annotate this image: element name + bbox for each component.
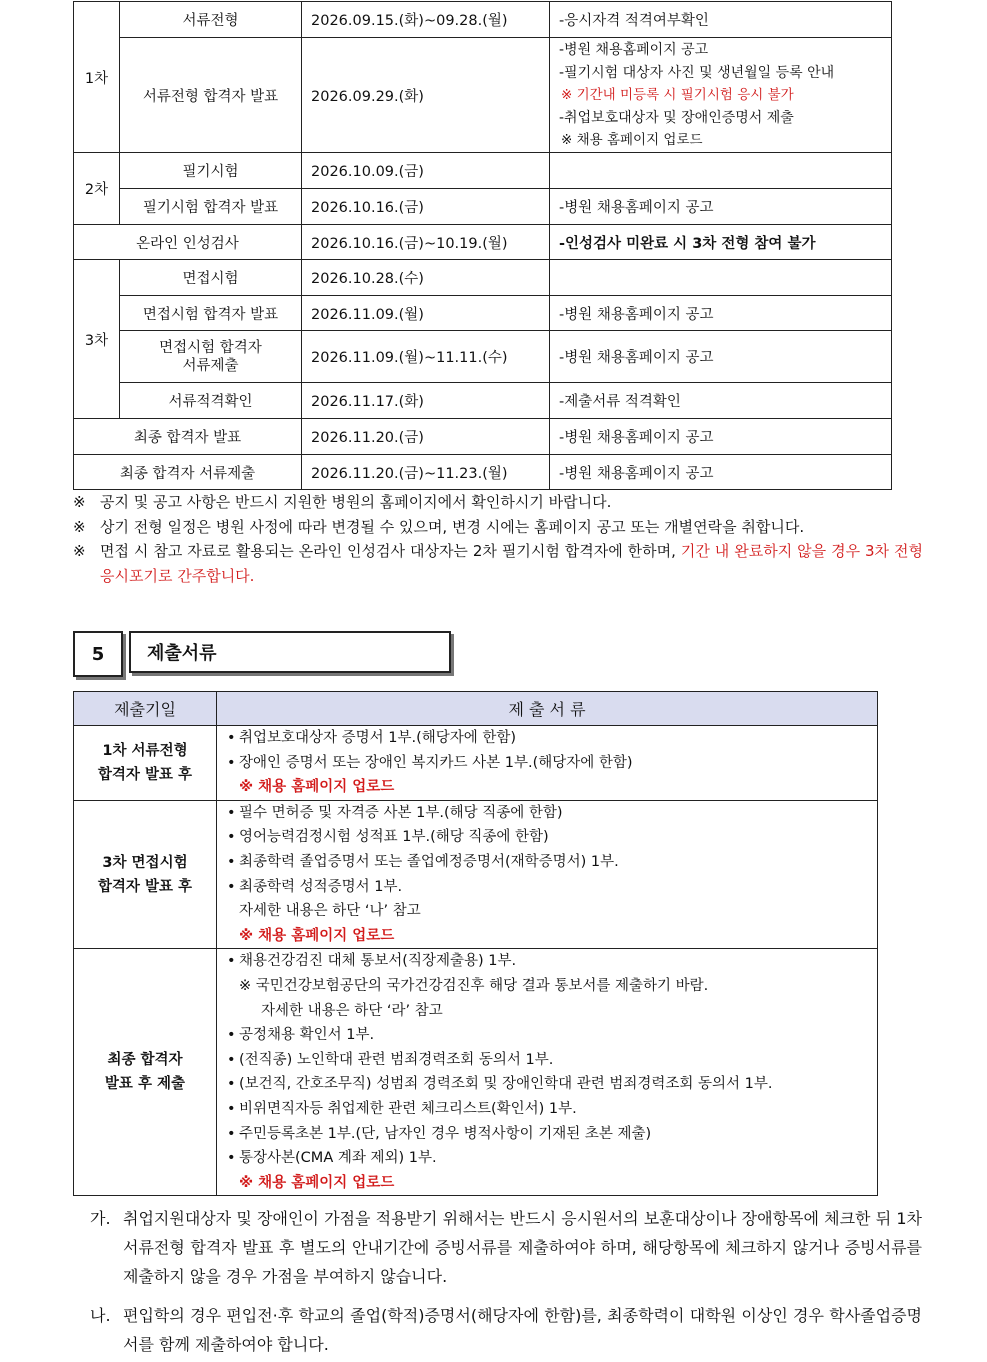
item-cell: 서류적격확인 xyxy=(120,383,302,419)
doc-text: 최종학력 졸업증명서 또는 졸업예정증명서(재학증명서) 1부. xyxy=(239,853,619,870)
table-header-row xyxy=(74,692,878,726)
docs-cell xyxy=(217,800,878,949)
section-number: 5 xyxy=(73,631,123,677)
date-cell: 2026.11.20.(금)~11.23.(월) xyxy=(302,455,550,490)
list-item xyxy=(217,949,877,974)
note-line: -필기시험 대상자 사진 및 생년월일 등록 안내 xyxy=(559,64,835,81)
date-cell: 2026.09.29.(화) xyxy=(302,38,550,153)
item-cell: 면접시험 xyxy=(120,260,302,296)
notes-cell: -응시자격 적격여부확인 xyxy=(550,2,892,38)
bullet: • xyxy=(227,754,236,771)
bullet: • xyxy=(227,1051,236,1068)
table-row xyxy=(74,38,892,153)
note-line: ※ 채용 홈페이지 업로드 xyxy=(561,132,703,149)
notes-cell: -병원 채용홈페이지 공고 xyxy=(550,455,892,490)
table-row xyxy=(74,189,892,225)
doc-text: 채용건강검진 대체 통보서(직장제출용) 1부. xyxy=(239,953,517,970)
table-row xyxy=(74,455,892,490)
docs-cell xyxy=(217,949,878,1196)
table-row xyxy=(74,419,892,455)
doc-text: 취업보호대상자 증명서 1부.(해당자에 한함) xyxy=(239,730,517,746)
item-line: 면접시험 합격자 xyxy=(159,339,262,356)
item-cell: 온라인 인성검사 xyxy=(74,225,302,260)
footnote-text: 취업지원대상자 및 장애인이 가점을 적용받기 위해서는 반드시 응시원서의 보훈대상이나 장애항목에 체크한 뒤 1차 서류전형 합격자 발표 후 별도의 안내기간에 증빙서류를 제출하여야 하며, 해당항목에 체크하지 않거나 증빙서류를 제출하지 않을 경우 가점을 부여하지 않습니다. xyxy=(123,1209,922,1286)
doc-text: 필수 면허증 및 자격증 사본 1부.(해당 직종에 한함) xyxy=(239,804,563,821)
table-row xyxy=(74,331,892,383)
stage-cell: 2차 xyxy=(74,153,120,225)
notes-cell: -인성검사 미완료 시 3차 전형 참여 불가 xyxy=(550,225,892,260)
documents-table xyxy=(73,691,878,1196)
bullet: • xyxy=(227,730,236,746)
doc-text: (전직종) 노인학대 관련 범죄경력조회 동의서 1부. xyxy=(239,1051,554,1068)
bullet: • xyxy=(227,804,236,821)
notice-text: 공지 및 공고 사항은 반드시 지원한 병원의 홈페이지에서 확인하시기 바랍니다. xyxy=(100,493,612,511)
item-cell xyxy=(120,331,302,383)
list-item xyxy=(217,850,877,875)
table-row xyxy=(74,726,878,801)
section-title: 제출서류 xyxy=(129,631,451,673)
item-cell: 서류전형 xyxy=(120,2,302,38)
when-line: 합격자 발표 후 xyxy=(97,878,193,895)
doc-text: 영어능력검정시험 성적표 1부.(해당 직종에 한함) xyxy=(239,829,549,846)
item-cell: 면접시험 합격자 발표 xyxy=(120,296,302,331)
bullet: • xyxy=(227,853,236,870)
notes-cell: -병원 채용홈페이지 공고 xyxy=(550,419,892,455)
item-cell: 최종 합격자 서류제출 xyxy=(74,455,302,490)
list-item xyxy=(217,751,877,776)
list-item xyxy=(217,1023,877,1048)
when-cell xyxy=(74,800,217,949)
table-row xyxy=(74,2,892,38)
notes-cell xyxy=(550,260,892,296)
bullet: • xyxy=(227,1125,236,1142)
item-cell: 필기시험 xyxy=(120,153,302,189)
bullet: • xyxy=(227,878,236,895)
table-row xyxy=(74,225,892,260)
sub-note: 자세한 내용은 하단 ‘나’ 참고 xyxy=(239,903,421,920)
notice-text: 상기 전형 일정은 병원 사정에 따라 변경될 수 있으며, 변경 시에는 홈페이지 공고 또는 개별연락을 취합니다. xyxy=(100,517,805,536)
doc-text: 통장사본(CMA 계좌 제외) 1부. xyxy=(239,1150,437,1167)
upload-note: ※ 채용 홈페이지 업로드 xyxy=(239,779,395,796)
upload-note: ※ 채용 홈페이지 업로드 xyxy=(239,1174,395,1191)
table-row xyxy=(74,383,892,419)
sub-note: ※ 국민건강보험공단의 국가건강검진후 해당 결과 통보서를 제출하기 바람. xyxy=(239,977,709,994)
stage-cell: 3차 xyxy=(74,260,120,419)
when-line: 1차 서류전형 xyxy=(102,742,188,759)
note-line: -취업보호대상자 및 장애인증명서 제출 xyxy=(559,109,794,126)
item-cell: 필기시험 합격자 발표 xyxy=(120,189,302,225)
doc-text: 비위면직자등 취업제한 관련 체크리스트(확인서) 1부. xyxy=(239,1100,577,1117)
notes-cell: -병원 채용홈페이지 공고 xyxy=(550,296,892,331)
notice-item xyxy=(73,539,923,588)
date-cell: 2026.11.09.(월)~11.11.(수) xyxy=(302,331,550,383)
list-item xyxy=(217,1097,877,1122)
notice-list xyxy=(73,490,923,588)
doc-text: 주민등록초본 1부.(단, 남자인 경우 병적사항이 기재된 초본 제출) xyxy=(239,1125,652,1142)
footnote-na xyxy=(90,1301,922,1359)
note-warning: ※ 기간내 미등록 시 필기시험 응시 불가 xyxy=(561,87,794,104)
bullet: • xyxy=(227,953,236,970)
bullet: • xyxy=(227,829,236,846)
notes-cell xyxy=(550,153,892,189)
notice-item xyxy=(73,515,923,540)
notes-cell xyxy=(550,38,892,153)
date-cell: 2026.10.28.(수) xyxy=(302,260,550,296)
date-cell: 2026.10.16.(금)~10.19.(월) xyxy=(302,225,550,260)
bullet: • xyxy=(227,1150,236,1167)
date-cell: 2026.11.09.(월) xyxy=(302,296,550,331)
list-item xyxy=(217,1072,877,1097)
bullet: • xyxy=(227,1100,236,1117)
reference-mark: ※ xyxy=(73,493,86,511)
bullet: • xyxy=(227,1027,236,1044)
when-line: 합격자 발표 후 xyxy=(97,766,193,783)
header-when: 제출기일 xyxy=(74,692,217,726)
footnote-text: 편입학의 경우 편입전·후 학교의 졸업(학적)증명서(해당자에 한함)를, 최종학력이 대학원 이상인 경우 학사졸업증명서를 함께 제출하여야 합니다. xyxy=(123,1306,922,1354)
doc-text: 장애인 증명서 또는 장애인 복지카드 사본 1부.(해당자에 한함) xyxy=(239,754,633,771)
notice-text: 면접 시 참고 자료로 활용되는 온라인 인성검사 대상자는 2차 필기시험 합격자에 한하며, xyxy=(100,542,676,560)
item-line: 서류제출 xyxy=(182,357,239,374)
sub-note: 자세한 내용은 하단 ‘라’ 참고 xyxy=(261,1002,443,1019)
when-cell xyxy=(74,726,217,801)
doc-text: 공정채용 확인서 1부. xyxy=(239,1027,375,1044)
table-row xyxy=(74,949,878,1196)
list-item xyxy=(217,726,877,751)
list-item xyxy=(217,875,877,900)
when-cell xyxy=(74,949,217,1196)
upload-note: ※ 채용 홈페이지 업로드 xyxy=(239,927,395,944)
footnote-mark: 나. xyxy=(90,1306,111,1325)
table-row xyxy=(74,153,892,189)
notes-cell: -병원 채용홈페이지 공고 xyxy=(550,331,892,383)
bullet: • xyxy=(227,1076,236,1093)
table-row xyxy=(74,296,892,331)
docs-cell xyxy=(217,726,878,801)
table-row xyxy=(74,260,892,296)
item-cell: 최종 합격자 발표 xyxy=(74,419,302,455)
date-cell: 2026.10.16.(금) xyxy=(302,189,550,225)
item-cell: 서류전형 합격자 발표 xyxy=(120,38,302,153)
when-line: 발표 후 제출 xyxy=(104,1076,186,1093)
notice-warning: 기간 내 완료하지 않을 경우 3차 전형 응시포기로 간주합니다. xyxy=(100,542,923,585)
when-line: 최종 합격자 xyxy=(107,1052,183,1069)
date-cell: 2026.11.20.(금) xyxy=(302,419,550,455)
notice-item xyxy=(73,490,923,515)
notes-cell: -병원 채용홈페이지 공고 xyxy=(550,189,892,225)
doc-text: 최종학력 성적증명서 1부. xyxy=(239,878,403,895)
schedule-table xyxy=(73,1,892,490)
notes-cell: -제출서류 적격확인 xyxy=(550,383,892,419)
list-item xyxy=(217,825,877,850)
footnote-mark: 가. xyxy=(90,1209,111,1228)
note-line: -병원 채용홈페이지 공고 xyxy=(559,42,709,59)
date-cell: 2026.11.17.(화) xyxy=(302,383,550,419)
footnote-ga xyxy=(90,1204,922,1291)
reference-mark: ※ xyxy=(73,517,86,536)
list-item xyxy=(217,1048,877,1073)
list-item xyxy=(217,801,877,826)
date-cell: 2026.10.09.(금) xyxy=(302,153,550,189)
list-item xyxy=(217,1122,877,1147)
header-docs: 제 출 서 류 xyxy=(217,692,878,726)
table-row xyxy=(74,800,878,949)
when-line: 3차 면접시험 xyxy=(102,854,188,871)
doc-text: (보건직, 간호조무직) 성범죄 경력조회 및 장애인학대 관련 범죄경력조회 동의서 1부. xyxy=(239,1076,773,1093)
date-cell: 2026.09.15.(화)~09.28.(월) xyxy=(302,2,550,38)
list-item xyxy=(217,1146,877,1171)
reference-mark: ※ xyxy=(73,542,86,560)
stage-cell: 1차 xyxy=(74,2,120,153)
